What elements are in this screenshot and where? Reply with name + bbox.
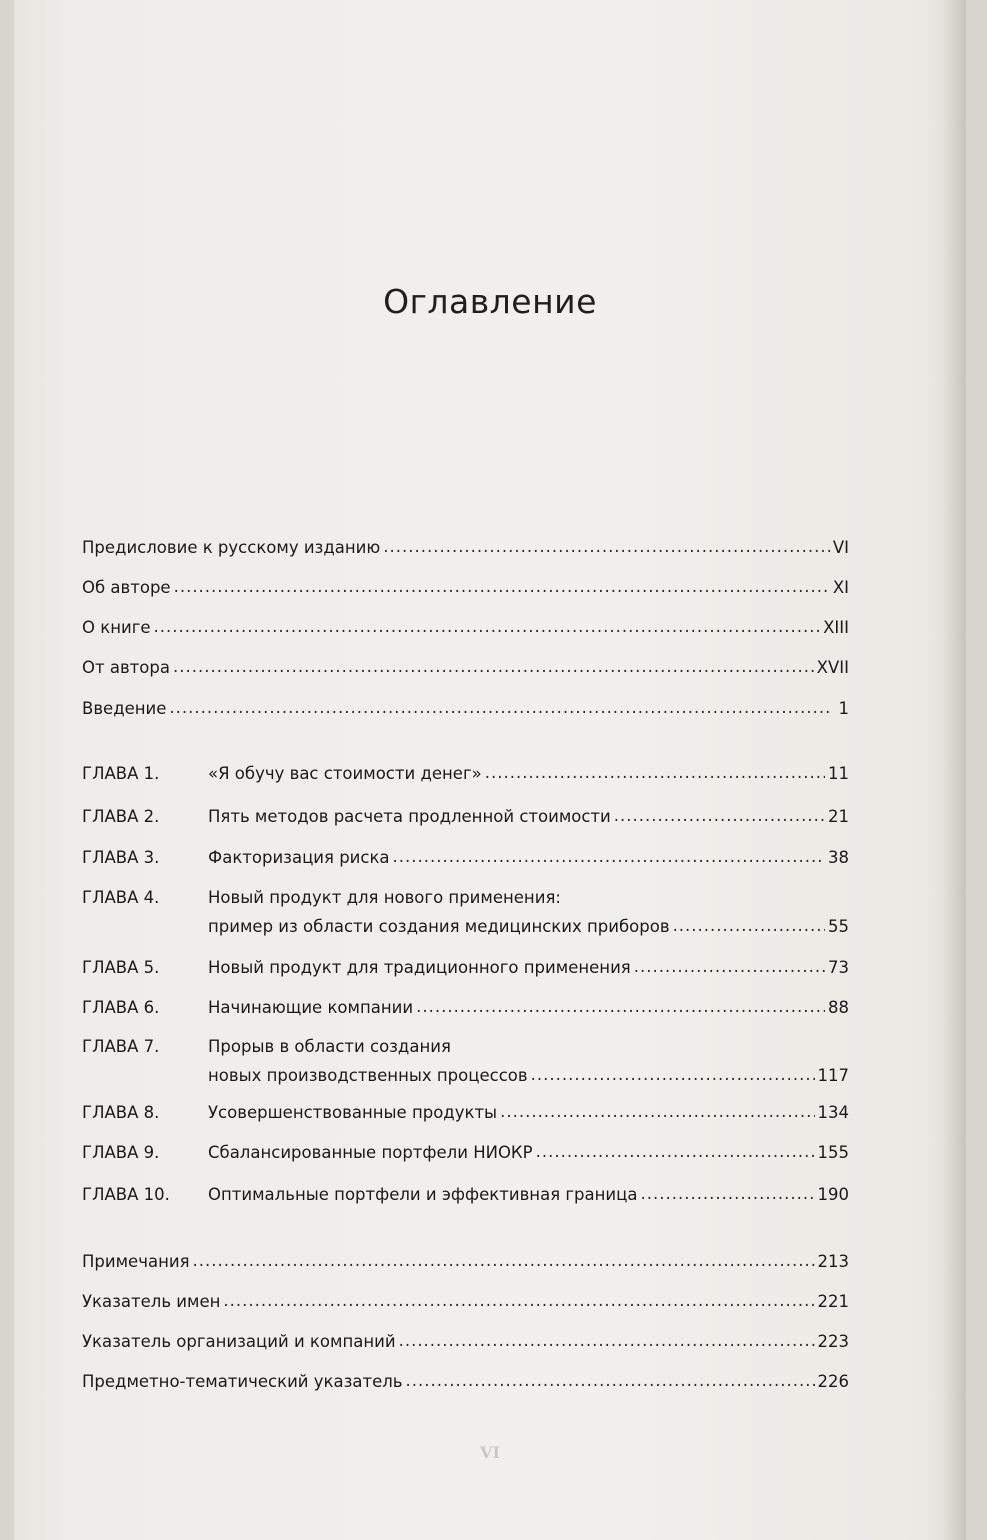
chapter-number: ГЛАВА 5. <box>82 957 160 977</box>
toc-entry-page: 155 <box>817 1142 849 1162</box>
leader-dots <box>383 536 830 553</box>
leader-dots <box>500 1101 814 1118</box>
toc-entry-page: 38 <box>828 847 849 867</box>
toc-entry-text-continuation: новых производственных процессов <box>208 1065 528 1085</box>
chapter-number: ГЛАВА 8. <box>82 1102 160 1122</box>
toc-entry-text: Примечания <box>82 1251 190 1271</box>
toc-entry-text: Сбалансированные портфели НИОКР <box>208 1142 533 1162</box>
toc-entry-from-author <box>82 656 849 686</box>
toc-entry-page: 134 <box>817 1102 849 1122</box>
toc-entry-text: Предисловие к русскому изданию <box>82 537 381 557</box>
leader-dots <box>406 1370 815 1387</box>
toc-entry-chapter-10 <box>82 1183 849 1213</box>
leader-dots <box>193 1250 815 1267</box>
leader-dots <box>399 1330 815 1347</box>
toc-entry-page: 223 <box>817 1331 849 1351</box>
chapter-number: ГЛАВА 10. <box>82 1184 170 1204</box>
toc-entry-text: Новый продукт для традиционного применения <box>208 957 631 977</box>
toc-entry-text: Факторизация риска <box>208 847 390 867</box>
chapter-number: ГЛАВА 7. <box>82 1037 160 1056</box>
page-number-folio: VI <box>480 1443 500 1462</box>
toc-entry-text: О книге <box>82 617 151 637</box>
toc-entry-text: «Я обучу вас стоимости денег» <box>208 763 482 783</box>
toc-entry-page: 213 <box>817 1251 849 1271</box>
leader-dots <box>173 656 814 673</box>
toc-entry-text: Пять методов расчета продленной стоимости <box>208 806 611 826</box>
toc-entry-text: Предметно-тематический указатель <box>82 1371 403 1391</box>
leader-dots <box>416 996 825 1013</box>
leader-dots <box>223 1290 814 1307</box>
toc-entry-text-continuation: пример из области создания медицинских приборов <box>208 916 670 936</box>
page-title: Оглавление <box>383 282 597 321</box>
toc-entry-name-index <box>82 1290 849 1320</box>
leader-dots <box>393 846 825 863</box>
toc-entry-page: 221 <box>817 1291 849 1311</box>
toc-entry-chapter-6 <box>82 996 849 1026</box>
chapter-number: ГЛАВА 4. <box>82 888 160 907</box>
toc-entry-page: 11 <box>828 763 849 783</box>
chapter-number: ГЛАВА 2. <box>82 806 160 826</box>
toc-entry-text: Начинающие компании <box>208 997 414 1017</box>
toc-entry-text: Указатель организаций и компаний <box>82 1331 396 1351</box>
toc-entry-page: 73 <box>828 957 849 977</box>
toc-entry-page: 226 <box>817 1371 849 1391</box>
toc-entry-chapter-7 <box>82 1037 849 1067</box>
toc-entry-about-book <box>82 616 849 646</box>
toc-entry-text: Прорыв в области создания <box>208 1037 451 1056</box>
toc-entry-text: Указатель имен <box>82 1291 221 1311</box>
leader-dots <box>536 1141 815 1158</box>
book-page <box>14 0 966 1540</box>
leader-dots <box>174 576 830 593</box>
toc-entry-text: Об авторе <box>82 577 171 597</box>
leader-dots <box>154 616 821 633</box>
toc-entry-preface-ru <box>82 536 849 566</box>
toc-entry-chapter-1 <box>82 762 849 792</box>
chapter-number: ГЛАВА 9. <box>82 1142 160 1162</box>
toc-entry-notes <box>82 1250 849 1280</box>
leader-dots <box>614 805 825 822</box>
toc-entry-text: Усовершенствованные продукты <box>208 1102 498 1122</box>
toc-entry-chapter-7-cont <box>82 1064 849 1094</box>
toc-entry-page: XI <box>832 577 849 597</box>
toc-entry-text: Оптимальные портфели и эффективная граница <box>208 1184 638 1204</box>
chapter-number: ГЛАВА 6. <box>82 997 160 1017</box>
toc-entry-chapter-5 <box>82 956 849 986</box>
toc-entry-text: От автора <box>82 657 170 677</box>
toc-entry-chapter-9 <box>82 1141 849 1171</box>
toc-entry-page: XVII <box>816 657 849 677</box>
leader-dots <box>673 915 825 932</box>
chapter-number: ГЛАВА 1. <box>82 763 160 783</box>
toc-entry-text: Введение <box>82 698 167 718</box>
toc-entry-subject-index <box>82 1370 849 1400</box>
toc-entry-page: 190 <box>817 1184 849 1204</box>
leader-dots <box>531 1064 815 1081</box>
toc-entry-text: Новый продукт для нового применения: <box>208 888 561 907</box>
leader-dots <box>634 956 825 973</box>
leader-dots <box>640 1183 814 1200</box>
toc-entry-page: 88 <box>828 997 849 1017</box>
toc-entry-page: XIII <box>823 617 849 637</box>
toc-entry-chapter-2 <box>82 805 849 835</box>
toc-entry-about-author <box>82 576 849 606</box>
toc-entry-page: 117 <box>817 1065 849 1085</box>
leader-dots <box>169 697 832 714</box>
toc-entry-page: 21 <box>828 806 849 826</box>
chapter-number: ГЛАВА 3. <box>82 847 160 867</box>
toc-entry-page: 1 <box>838 698 849 718</box>
page-edge-shadow <box>944 0 966 1540</box>
toc-entry-chapter-3 <box>82 846 849 876</box>
toc-entry-chapter-4-cont <box>82 915 849 945</box>
toc-entry-introduction <box>82 697 849 727</box>
toc-entry-company-index <box>82 1330 849 1360</box>
leader-dots <box>485 762 825 779</box>
toc-entry-chapter-4 <box>82 888 849 918</box>
toc-entry-page: VI <box>832 537 849 557</box>
toc-entry-chapter-8 <box>82 1101 849 1131</box>
toc-entry-page: 55 <box>828 916 849 936</box>
